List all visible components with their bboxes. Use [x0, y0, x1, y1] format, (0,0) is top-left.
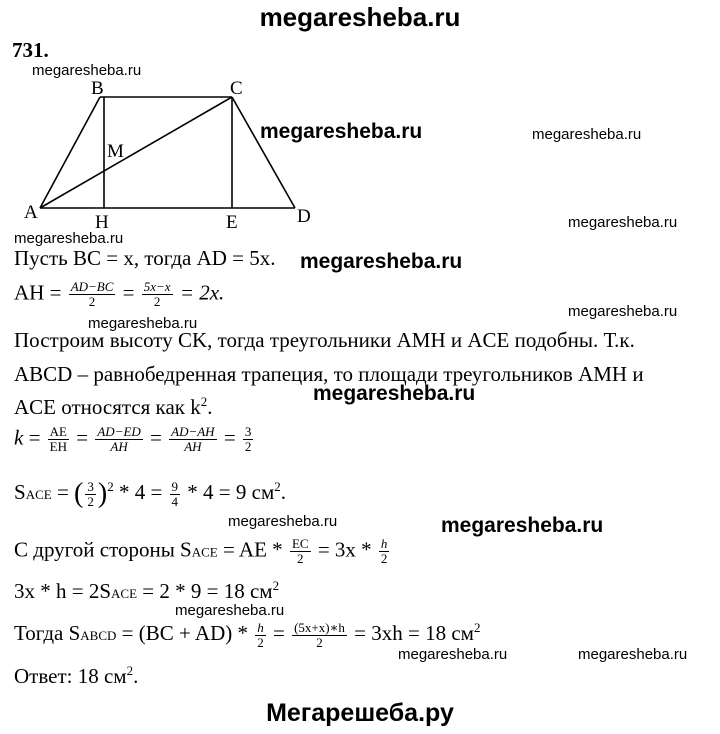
label-a: A: [24, 202, 38, 223]
label-b: B: [91, 78, 104, 99]
watermark: megaresheba.ru: [568, 214, 678, 231]
watermark: megaresheba.ru: [175, 602, 285, 619]
site-header: megaresheba.ru: [259, 2, 461, 32]
problem-number: 731.: [12, 38, 49, 62]
label-h: H: [95, 212, 109, 233]
solution-line-6: k = $\frac{AE}{EH}$ = $\frac{AD-ED}{AH}$ = $\frac{AD-AH}{AH}$ = $\frac{3}{2}$: [14, 424, 252, 454]
label-c: C: [230, 78, 243, 99]
watermark: megaresheba.ru: [228, 513, 338, 530]
solution-line-4: ABCD – равнобедренная трапеция, то площади треугольников AMH и: [14, 362, 644, 386]
watermark: megaresheba.ru: [14, 230, 124, 247]
solution-line-3: Построим высоту CK, тогда треугольники AMH и ACE подобны. Т.к.: [14, 328, 635, 352]
site-footer: Мегарешеба.ру: [266, 699, 454, 727]
watermark: megaresheba.ru: [88, 315, 198, 332]
watermark: megaresheba.ru: [568, 303, 678, 320]
diagonal-ac: [40, 97, 232, 208]
solution-line-8: С другой стороны SACE = AE * $\frac{EC}{2}$ = 3x * $\frac{h}{2}$: [14, 536, 388, 566]
answer-line: Ответ: 18 $см^2$.: [14, 663, 139, 688]
watermark: megaresheba.ru: [300, 250, 463, 273]
watermark: megaresheba.ru: [578, 646, 688, 663]
label-e: E: [226, 212, 238, 233]
watermark: megaresheba.ru: [260, 120, 423, 143]
label-m: M: [107, 141, 124, 162]
watermark: megaresheba.ru: [398, 646, 508, 663]
watermark: megaresheba.ru: [532, 126, 642, 143]
side-cd: [232, 97, 295, 208]
solution-line-1: Пусть BC = x, тогда AD = 5x.: [14, 246, 276, 270]
solution-line-2: AH = $\frac{AD-BC}{2}$ = $\frac{5x-x}{2}$ = 2x.: [14, 279, 225, 309]
watermark: megaresheba.ru: [32, 62, 142, 79]
solution-line-10: Тогда SABCD = (BC + AD) * $\frac{h}{2}$ = $\frac{(5x+x)∗h}{2}$ = 3xh = 18 $см^2$: [14, 619, 481, 650]
watermark: megaresheba.ru: [313, 382, 476, 405]
watermark: megaresheba.ru: [441, 514, 604, 537]
solution-line-9: 3x * h = 2SACE = 2 * 9 = 18 $см^2$: [14, 578, 280, 603]
label-d: D: [297, 206, 311, 227]
solution-line-5: ACE относятся как $k^2$.: [14, 394, 213, 419]
solution-line-7: SACE = ( $\frac{3}{2}$ )$^2$ * 4 = $\frac{9}{4}$ * 4 = 9 $см^2$.: [14, 478, 286, 510]
